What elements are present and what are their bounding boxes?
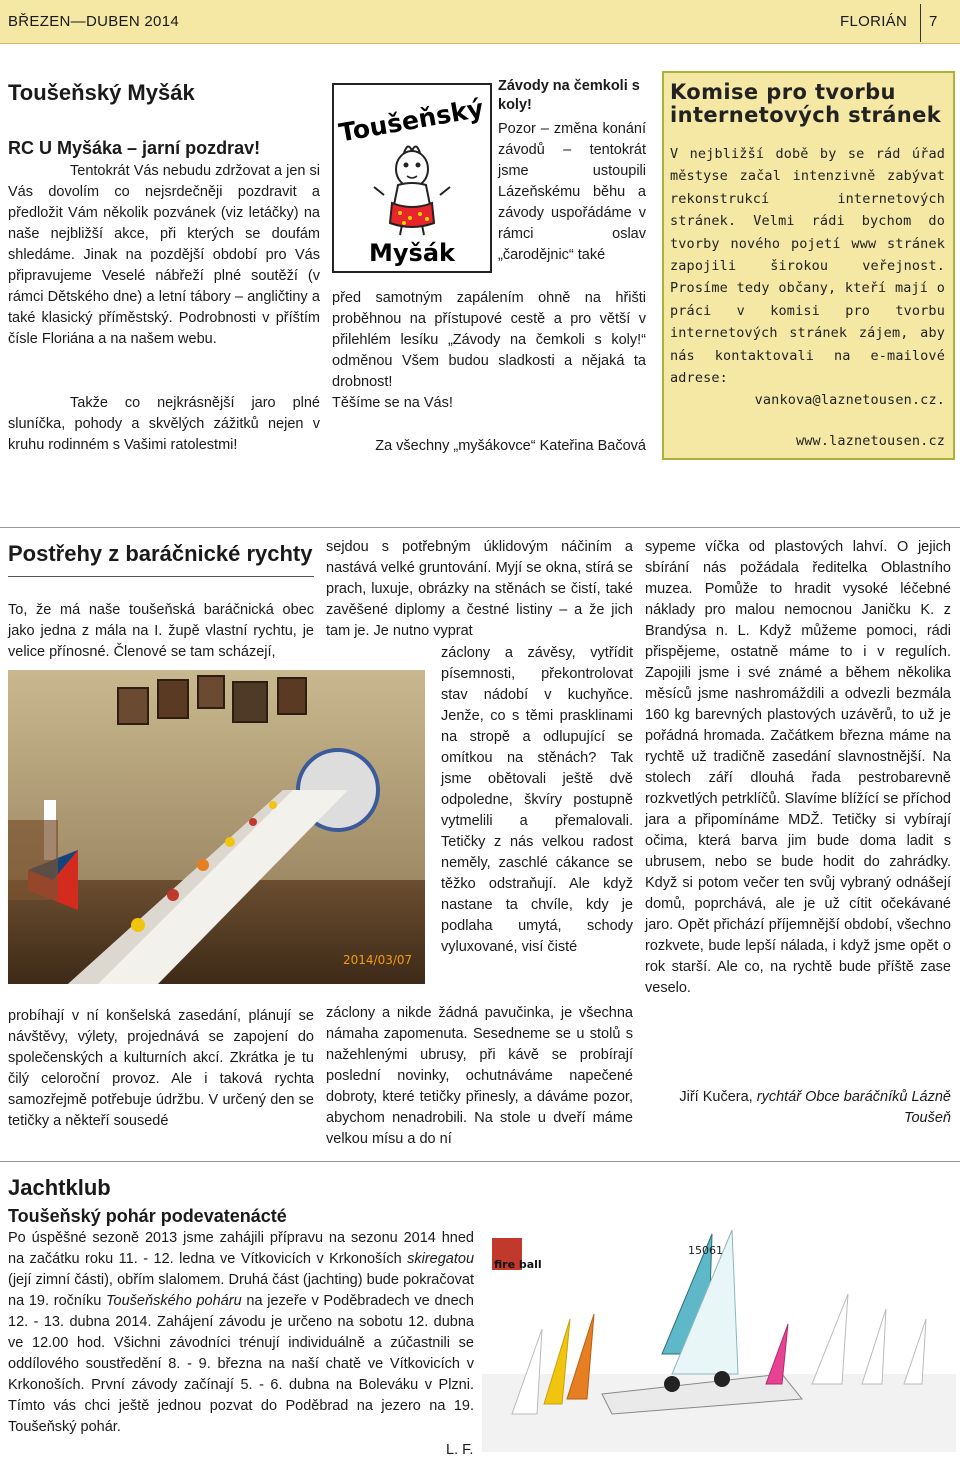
postrehy-col2-top: sejdou s potřebným úklidovým náčiním a nastává velké gruntování. Myjí se okna, stírá se prach, luxuje, obrázky na stěnách se čistí, také zavěšené diplomy a čestné listiny – a že jich tam je. Je nutno vyprat — [326, 539, 633, 639]
jachtklub-title: Jachtklub — [8, 1175, 111, 1200]
rychta-photo — [8, 670, 425, 984]
jachtklub-subtitle: Toušeňský pohár podevatenácté — [8, 1206, 287, 1226]
postrehy-col2-middle: záclony a závěsy, vytřídit písemnosti, překontrolovat stav nádobí v kuchyňce. Jenže, co s těmi prasklinami na stropě a odlupující se omítkou na stěnách? Tak jsme obětovali ještě dvě odpoledne, škvíry postupně vytmelili a přemalovali. Tetičky z nás velkou radost neměly, zaschlé cákance se těžko odstraňují. Ale když nastane ta chvíle, kdy je podlaha umytá, schody vyluxované, visí čisté — [441, 645, 633, 955]
mysak-intro-text: Tentokrát Vás nebudu zdržovat a jen si Vás dovolím co nejsrdečněji pozdravit a předložit Vám několik pozvánek (viz letáčky) na naše nejbližší akce, při kterých se doufám shledáme. Jinak na pozdější období pro Vás připravujeme Veselé nábřeží plné soutěží (v rámci Dětského dne) a letní tábory – angličtiny a také klasický příměstský. Podrobnosti v příštím čísle Floriána a na našem webu. — [8, 163, 320, 347]
newsletter-name: FLORIÁN — [840, 13, 908, 30]
jachtklub-text — [8, 1228, 474, 1438]
page-number: 7 — [929, 13, 938, 30]
mouse-icon — [334, 85, 490, 271]
logo-bottom-text: Myšák — [369, 239, 455, 267]
jachtklub-text-d: Toušeňského poháru — [106, 1293, 242, 1309]
brand-text: fire ball — [494, 1258, 542, 1271]
sailboat-image — [482, 1224, 956, 1452]
signature-name: Jiří Kučera, — [679, 1089, 753, 1105]
issue-date: BŘEZEN—DUBEN 2014 — [8, 13, 179, 30]
jachtklub-signature: L. F. — [446, 1442, 474, 1457]
mysak-subtitle: RC U Myšáka – jarní pozdrav! — [8, 138, 261, 158]
jachtklub-text-b: skiregatou — [407, 1251, 475, 1267]
committee-title: Komise pro tvorbu internetových stránek — [670, 80, 942, 127]
races-closing: Těšíme se na Vás! — [332, 395, 453, 411]
table-photo-image — [8, 670, 425, 984]
logo-top-text: Toušeňský — [336, 93, 486, 148]
section-divider — [0, 527, 960, 528]
postrehy-title: Postřehy z baráčnické rychty — [8, 541, 313, 566]
committee-web[interactable]: www.laznetousen.cz — [796, 432, 945, 449]
mysak-logo — [332, 83, 492, 273]
jachtklub-text-c: (její zimní části), obřím slalomem. Druhá část (jachting) bude pokračovat na 19. ročníku — [8, 1272, 474, 1309]
races-intro: Pozor – změna konání závodů – tentokrát jsme ustoupili Lázeňskému běhu a závody uspořádáme v rámci oslav „čarodějnic“ také — [498, 121, 646, 263]
mysak-title: Toušeňský Myšák — [8, 80, 195, 105]
sail-number: 15061 — [688, 1244, 723, 1257]
header-divider — [920, 4, 921, 42]
postrehy-signature — [645, 1087, 951, 1129]
mysak-signature: Za všechny „myšákovce“ Kateřina Bačová — [375, 438, 646, 454]
races-title: Závody na čemkoli s koly! — [498, 78, 640, 113]
postrehy-col3: sypeme víčka od plastových lahví. O jejich sbírání nás požádala ředitelka Oblastního muzea. Pomůže to hradit vysoké léčebné náklady pro malou nemocnou Janičku K. z Brandýsa n. L. Když můžeme pomoci, rádi přispějeme, ostatně máme to i v regulích. Zapojili jsme i své známé a během několika měsíců jsme nashromáždili a odvezli bezmála 160 kg barevných plastových uzávěrů, to už je pořádná hromada. Začátkem března máme na rychtě už tradičně zasedání slavnostnější. Na stolech září dlouhá řada pestrobarevně rozkvetlých petrklíčů. Slavíme blížící se příchod jara a připomínáme MDŽ. Tetičky si vybírají očima, která barva jim bude doma ladit s ubrusem, nebo se bude hodit do zahrádky. Když si potom večer ten svůj vybraný odnášejí domů, poprchává, ale je už cítit očekávané jaro. Opět přichází příjemnější období, všechno rozkvete, bude lepší nálada, i když jsme opět o rok starší. Ale co, na rychtě bude příště zase veselo. — [645, 539, 951, 996]
signature-role: rychtář Obce baráčníků Lázně Toušeň — [756, 1089, 951, 1126]
races-body: před samotným zapálením ohně na hřišti proběhnou na přístupové cestě a pro větší v přilehlém lesíku „Závody na čemkoli s koly!“ odměnou Všem budou sladkosti a nějaká ta drobnost! — [332, 290, 646, 390]
postrehy-title-rule — [8, 576, 314, 577]
mysak-intro — [8, 161, 320, 350]
section-divider-2 — [0, 1161, 960, 1162]
photo-date: 2014/03/07 — [343, 953, 413, 967]
postrehy-col1-top: To, že má naše toušeňská baráčnická obec jako jedna z mála na I. župě vlastní rychtu, je velice přínosné. Členové se tam scházejí, — [8, 602, 314, 660]
postrehy-col2-bottom: záclony a nikde žádná pavučinka, je všechna námaha zapomenuta. Sesedneme se u stolů s nažehlenými ubrusy, při kávě se probírají poslední novinky, ochutnáváme napečené dobroty, které tetičky přinesly, a dáváme pozor, abychom nenadrobili. Na stole u dveří máme velkou mísu a do ní — [326, 1005, 633, 1147]
mysak-closing: Takže co nejkrásnější jaro plné sluníčka, pohody a skvělých zážitků nejen v kruhu rodinném s Vašimi ratolestmi! — [8, 395, 320, 453]
jachtklub-text-e: na jezeře v Poděbradech ve dnech 12. - 13. dubna 2014. Zahájení závodu je určeno na sobotu 12. dubna ve 12.00 hod. Všichni závodníci trénují individuálně a zúčastnili se oddílového soustředění 8. - 9. března na naší chatě ve Vítkovicích v Krkonoších. První závody začínají 5. - 6. dubna na Boleváku v Plzni. Tímto vás chci ještě jednou pozvat do Poděbrad na jezero na 19. Toušeňský pohár. — [8, 1293, 474, 1435]
jachtklub-text-a: Po úspěšné sezoně 2013 jsme zahájili přípravu na sezonu 2014 hned na začátku roku 11. - 12. ledna ve Vítkovicích v Krkonoších — [8, 1230, 474, 1267]
sailing-photo — [482, 1224, 956, 1452]
committee-text: V nejbližší době by se rád úřad městyse začal intenzivně zabývat rekonstrukcí internetových stránek. Velmi rádi bychom do tvorby nového pojetí www stránek zapojili širokou veřejnost. Prosíme tedy občany, kteří mají o práci v komisi pro tvorbu internetových stránek zájem, aby nás kontaktovali na e-mailové adrese: — [670, 146, 945, 387]
page-header — [0, 0, 960, 44]
committee-email[interactable]: vankova@laznetousen.cz. — [754, 392, 945, 409]
committee-box — [662, 71, 955, 460]
postrehy-col1-bottom: probíhají v ní konšelská zasedání, plánují se návštěvy, výlety, projednává se zapojení do společenských a kulturních akcí. Zkrátka je tu čilý celoroční provoz. Ale i taková rychta samozřejmě potřebuje údržbu. V určený den se tetičky a někteří sousedé — [8, 1008, 314, 1129]
